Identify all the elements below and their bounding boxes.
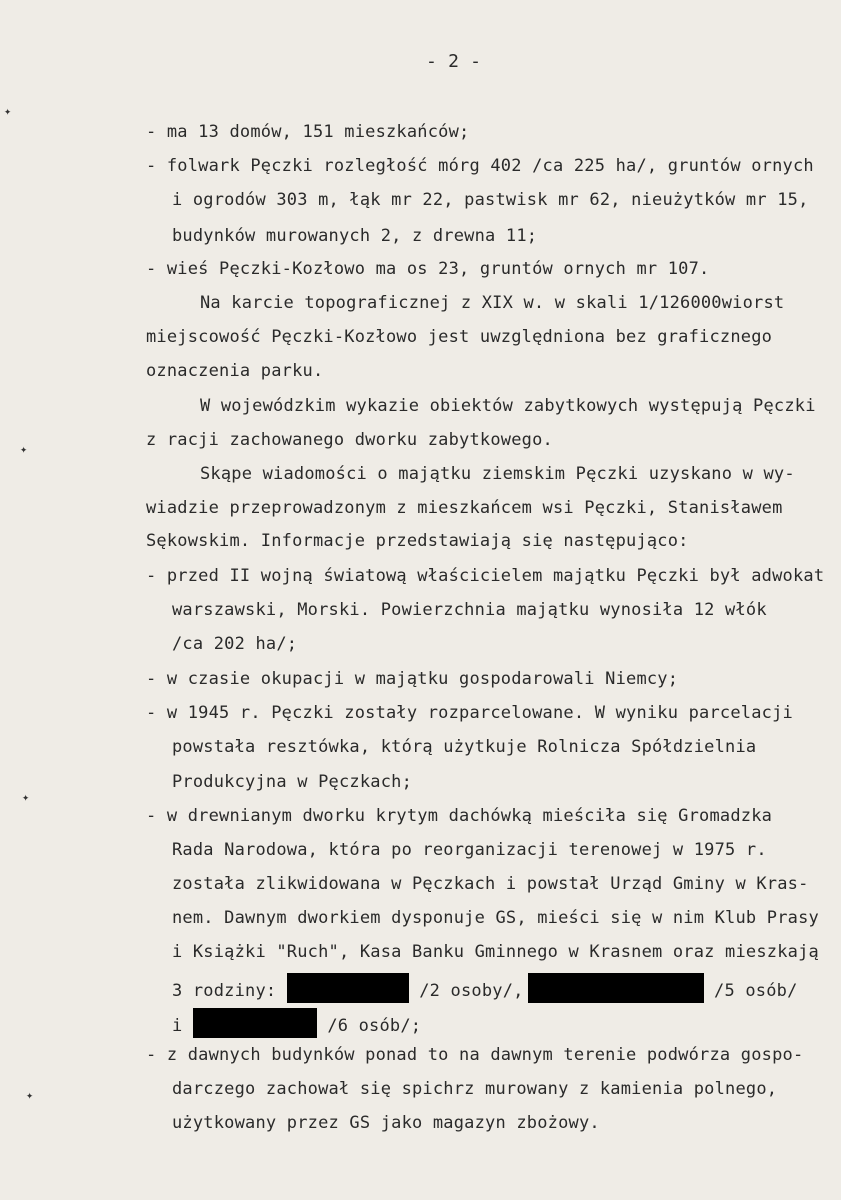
redaction-block [193,1008,317,1038]
text-segment: /2 osoby/, [419,981,524,1001]
margin-mark-icon: ✦ [26,1088,34,1102]
text-line: - przed II wojną światową właścicielem majątku Pęczki był adwokat [146,566,825,586]
text-line: nem. Dawnym dworkiem dysponuje GS, mieści się w nim Klub Prasy [172,908,819,928]
text-line: - z dawnych budynków ponad to na dawnym terenie podwórza gospo- [146,1045,804,1065]
text-line: i Książki "Ruch", Kasa Banku Gminnego w Krasnem oraz mieszkają [172,942,819,962]
text-line: - w czasie okupacji w majątku gospodarowali Niemcy; [146,669,679,689]
redaction-block [528,973,704,1003]
text-segment: wiorst [721,293,785,313]
text-segment: Na karcie topograficznej z XIX w. w skali 1/126000 [200,293,722,313]
text-line: Produkcyjna w Pęczkach; [172,772,413,792]
margin-mark-icon: ✦ [22,790,30,804]
text-line: wiadzie przeprowadzonym z mieszkańcem wsi Pęczki, Stanisławem [146,498,783,518]
text-line [172,976,798,1006]
text-line: i ogrodów 303 m, łąk mr 22, pastwisk mr 62, nieużytków mr 15, [172,190,809,210]
text-line [200,293,784,313]
text-line: - w 1945 r. Pęczki zostały rozparcelowane. W wyniku parcelacji [146,703,793,723]
text-line: - wieś Pęczki-Kozłowo ma os 23, gruntów ornych mr 107. [146,259,710,279]
margin-mark-icon: ✦ [20,442,28,456]
text-segment: 3 rodziny: [172,981,277,1001]
text-line [172,1011,421,1041]
text-segment: i [172,1016,183,1036]
text-line: warszawski, Morski. Powierzchnia majątku wynosiła 12 włók [172,600,767,620]
text-line: została zlikwidowana w Pęczkach i powstał Urząd Gminy w Kras- [172,874,809,894]
text-line: Skąpe wiadomości o majątku ziemskim Pęczki uzyskano w wy- [200,464,795,484]
text-line: Sękowskim. Informacje przedstawiają się następująco: [146,531,689,551]
text-line: Rada Narodowa, która po reorganizacji terenowej w 1975 r. [172,840,767,860]
redaction-block [287,973,409,1003]
margin-mark-icon: ✦ [4,104,12,118]
text-line: W wojewódzkim wykazie obiektów zabytkowych występują Pęczki [200,396,816,416]
text-line: miejscowość Pęczki-Kozłowo jest uwzględniona bez graficznego [146,327,773,347]
text-line: - ma 13 domów, 151 mieszkańców; [146,122,470,142]
text-line: - w drewnianym dworku krytym dachówką mieściła się Gromadzka [146,806,773,826]
text-line: z racji zachowanego dworku zabytkowego. [146,430,553,450]
text-segment: /5 osób/ [714,981,798,1001]
text-line: darczego zachował się spichrz murowany z kamienia polnego, [172,1079,778,1099]
text-line: powstała resztówka, którą użytkuje Rolnicza Spółdzielnia [172,737,757,757]
text-line: - folwark Pęczki rozległość mórg 402 /ca 225 ha/, gruntów ornych [146,156,814,176]
text-line: użytkowany przez GS jako magazyn zbożowy. [172,1113,600,1133]
text-line: oznaczenia parku. [146,361,324,381]
text-line: budynków murowanych 2, z drewna 11; [172,226,538,246]
text-line: /ca 202 ha/; [172,634,298,654]
page-number: - 2 - [426,51,482,72]
text-segment: /6 osób/; [327,1016,422,1036]
